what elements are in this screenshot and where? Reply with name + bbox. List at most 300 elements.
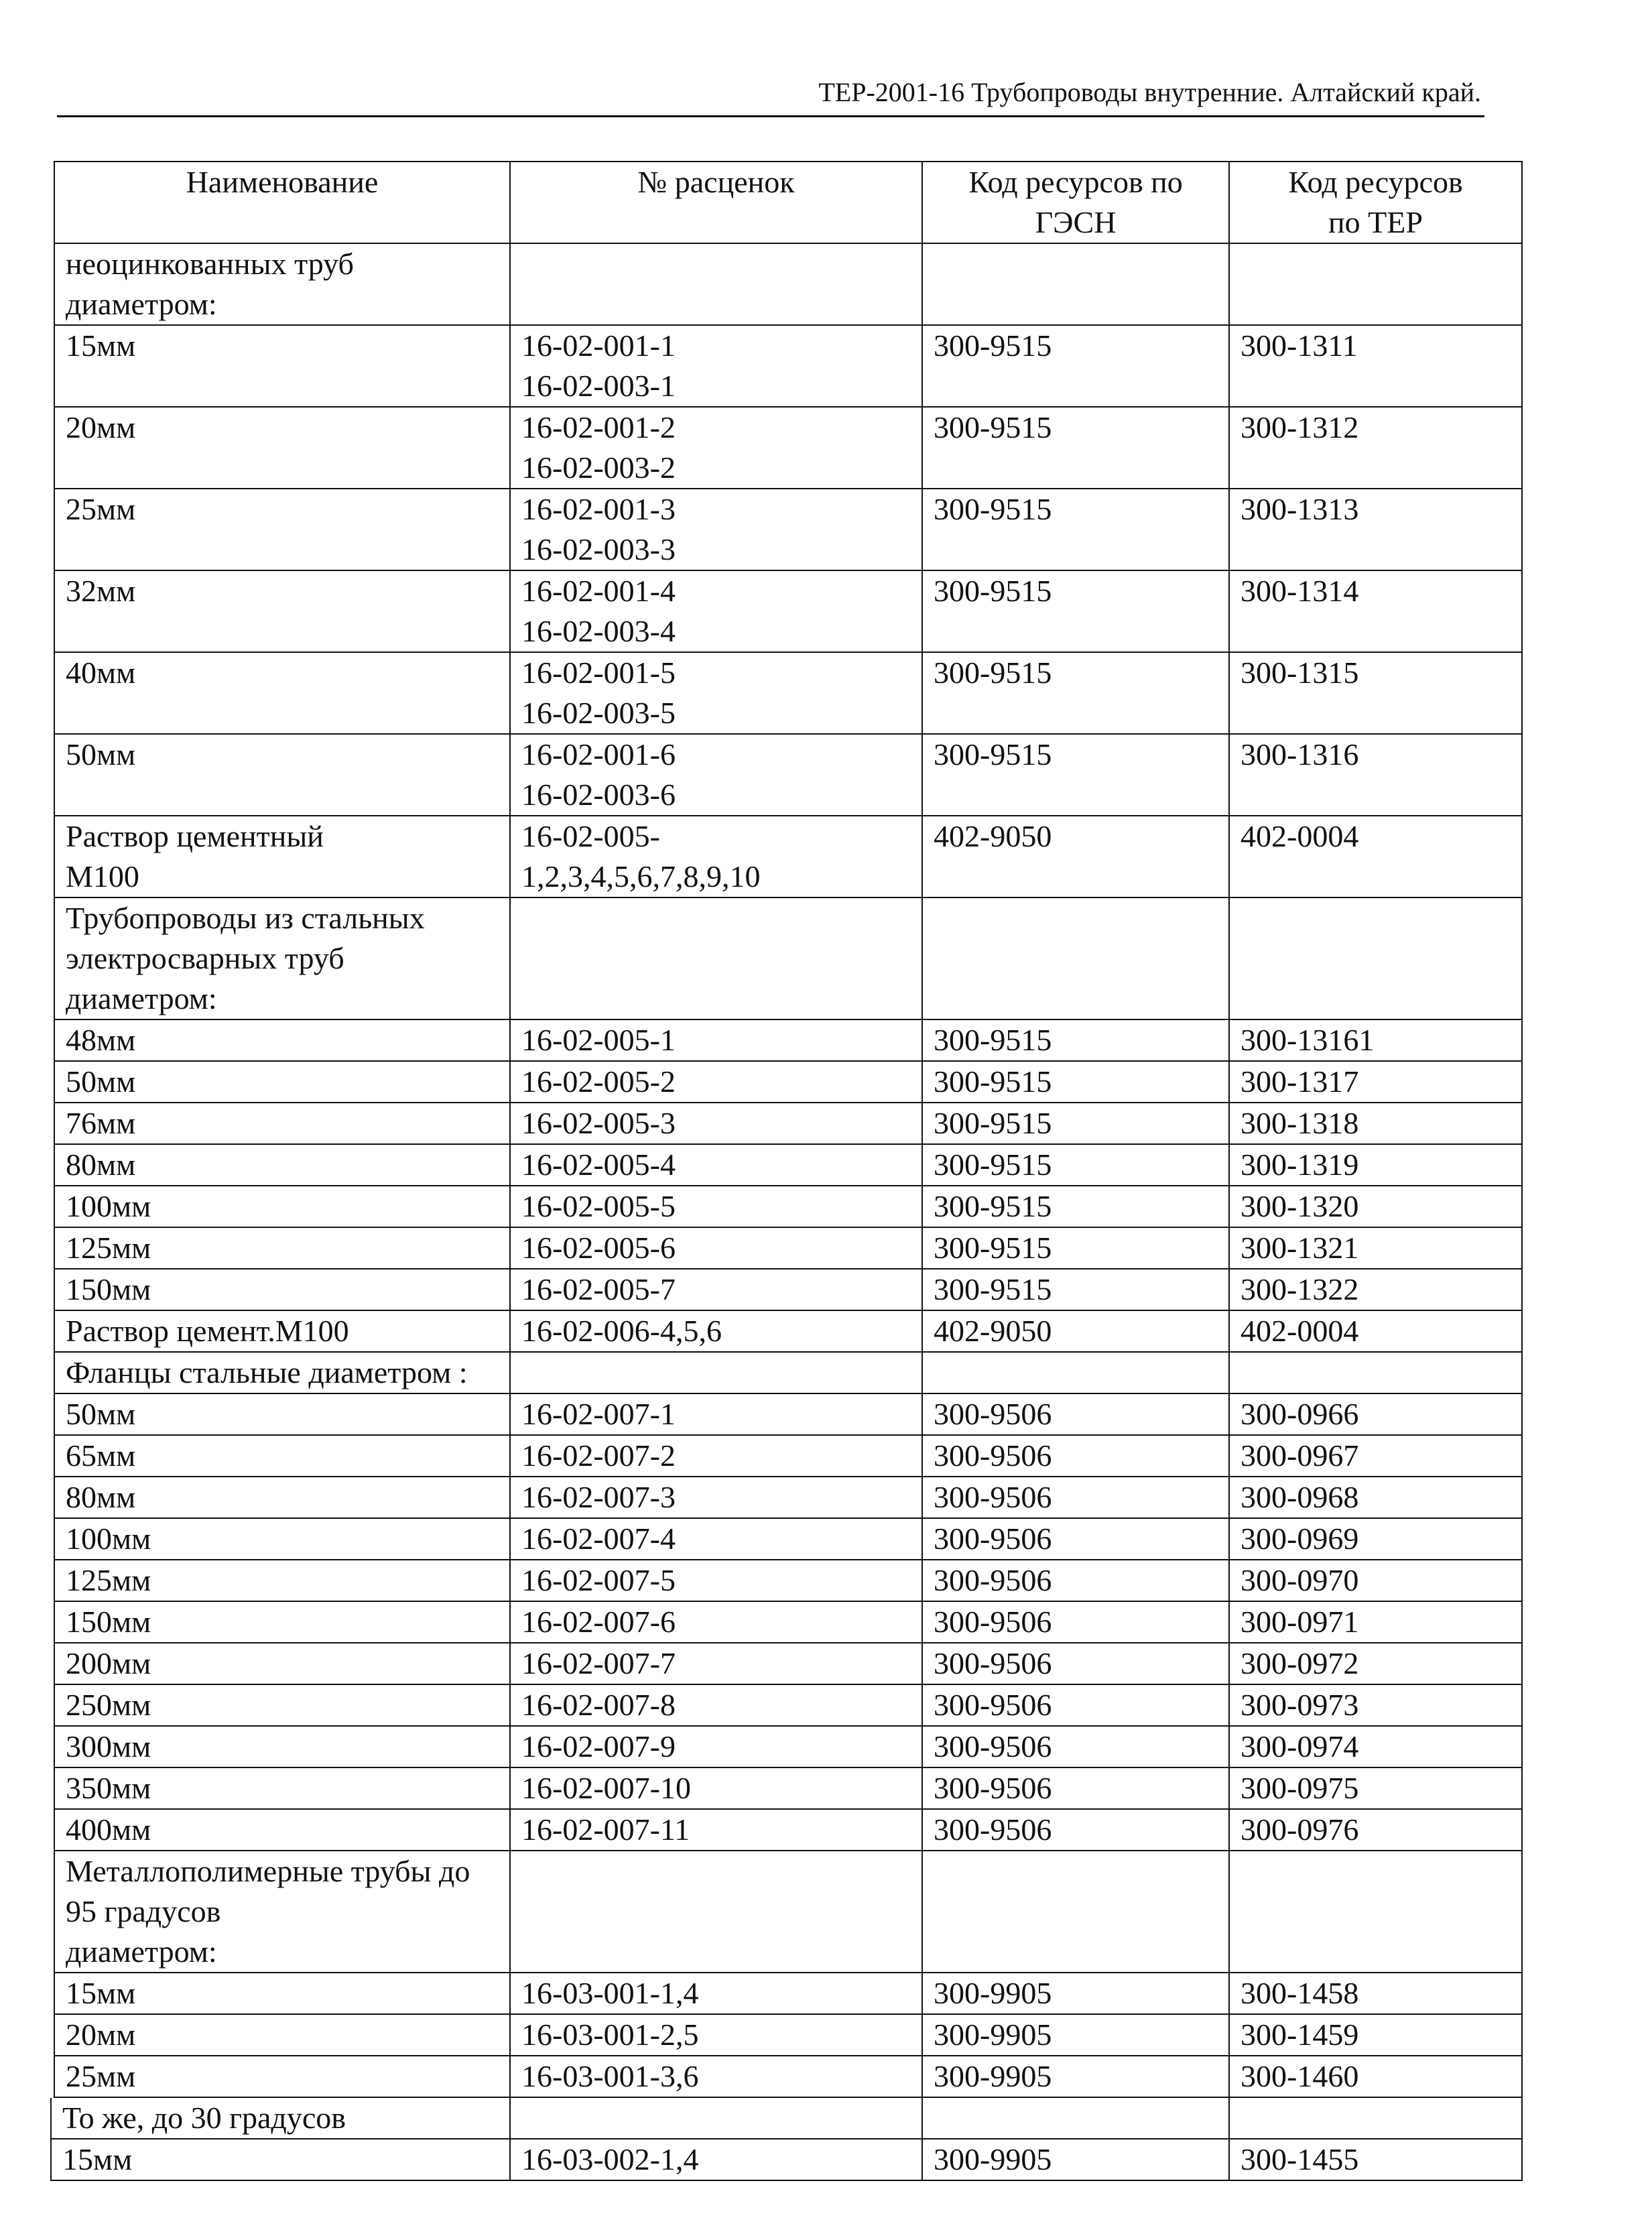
cell-text: 16-02-003-3 — [521, 532, 676, 566]
cell-text: 16-02-003-4 — [521, 614, 676, 648]
cell-text: 300-0973 — [1241, 1688, 1359, 1722]
table-row — [54, 1393, 1522, 1435]
cell-text: 150мм — [66, 1272, 151, 1306]
ter-code-cell — [1229, 1973, 1522, 2014]
rate-number-cell — [510, 1643, 922, 1684]
cell-text: 300-9506 — [934, 1563, 1052, 1597]
table-row — [54, 1726, 1522, 1767]
ter-code-cell — [1229, 489, 1522, 570]
cell-text: 300-9506 — [934, 1605, 1052, 1639]
cell-text: ГЭСН — [1035, 205, 1117, 239]
name-cell — [54, 897, 510, 1019]
cell-text: 16-02-007-8 — [521, 1688, 676, 1722]
cell-text: 300-9515 — [934, 1272, 1052, 1306]
name-cell — [54, 1767, 510, 1809]
rate-number-cell — [510, 1477, 922, 1518]
cell-text: 16-02-005-3 — [521, 1106, 676, 1140]
cell-text: 300мм — [66, 1729, 151, 1763]
rate-number-cell — [510, 816, 922, 897]
rate-number-cell — [510, 489, 922, 570]
cell-text: 300-9905 — [934, 1976, 1052, 2010]
cell-text: Раствор цементный — [66, 819, 324, 853]
cell-text: 16-02-007-10 — [521, 1771, 691, 1805]
cell-text: 300-1316 — [1241, 737, 1359, 771]
gesn-code-cell — [922, 243, 1229, 325]
gesn-code-cell — [922, 2056, 1229, 2097]
name-cell — [54, 489, 510, 570]
ter-code-cell — [1229, 1518, 1522, 1560]
cell-text: 16-02-007-1 — [521, 1397, 676, 1431]
cell-text: 65мм — [66, 1438, 136, 1473]
cell-text: 16-02-001-5 — [521, 656, 676, 690]
table-row — [54, 1269, 1522, 1310]
cell-text: 300-9515 — [934, 1231, 1052, 1265]
ter-code-cell — [1229, 1144, 1522, 1186]
table-row — [54, 1227, 1522, 1269]
cell-text: 32мм — [66, 574, 136, 608]
cell-text: 300-1314 — [1241, 574, 1359, 608]
cell-text: 15мм — [62, 2142, 133, 2176]
cell-text: 402-0004 — [1241, 1314, 1359, 1348]
cell-text: 300-1311 — [1241, 328, 1358, 363]
rate-number-cell — [510, 2139, 922, 2180]
rate-number-cell — [510, 1435, 922, 1477]
ter-code-cell — [1229, 1310, 1522, 1352]
ter-code-cell — [1229, 1809, 1522, 1851]
cell-text: 300-1319 — [1241, 1147, 1359, 1182]
table-row — [54, 1973, 1522, 2014]
gesn-code-cell — [922, 1310, 1229, 1352]
rate-number-cell — [510, 1227, 922, 1269]
cell-text: 300-9515 — [934, 737, 1052, 771]
gesn-code-cell — [922, 1019, 1229, 1061]
cell-text: 300-9515 — [934, 328, 1052, 363]
rate-number-cell — [510, 1061, 922, 1103]
cell-text: 402-0004 — [1241, 819, 1359, 853]
name-cell — [54, 816, 510, 897]
table-row — [54, 1352, 1522, 1393]
ter-code-cell — [1229, 2014, 1522, 2056]
cell-text: 16-02-003-2 — [521, 450, 676, 485]
resource-code-table — [54, 161, 1523, 2098]
gesn-code-cell — [922, 407, 1229, 489]
cell-text: 300-9515 — [934, 1064, 1052, 1099]
cell-text: 25мм — [66, 2059, 136, 2093]
cell-text: 20мм — [66, 410, 136, 444]
rate-number-cell — [510, 1560, 922, 1601]
rate-number-cell — [510, 1809, 922, 1851]
cell-text: 48мм — [66, 1023, 136, 1057]
cell-text: 350мм — [66, 1771, 151, 1805]
rate-number-cell — [510, 1144, 922, 1186]
name-cell — [54, 1310, 510, 1352]
gesn-code-cell — [922, 734, 1229, 816]
cell-text: 16-02-007-11 — [521, 1812, 690, 1847]
cell-text: 300-9905 — [934, 2017, 1052, 2052]
name-cell — [54, 2056, 510, 2097]
rate-number-cell — [510, 1310, 922, 1352]
table-row — [54, 652, 1522, 734]
cell-text: 20мм — [66, 2017, 136, 2052]
rate-number-cell — [510, 652, 922, 734]
cell-text: 16-02-007-5 — [521, 1563, 676, 1597]
column-header — [1229, 162, 1522, 243]
ter-code-cell — [1229, 1019, 1522, 1061]
ter-code-cell — [1229, 1601, 1522, 1643]
cell-text: 300-0974 — [1241, 1729, 1359, 1763]
gesn-code-cell — [922, 1061, 1229, 1103]
cell-text: 16-02-005-4 — [521, 1147, 676, 1182]
ter-code-cell — [1229, 243, 1522, 325]
gesn-code-cell — [922, 1726, 1229, 1767]
gesn-code-cell — [922, 2098, 1229, 2139]
cell-text: 300-1312 — [1241, 410, 1359, 444]
cell-text: 300-0968 — [1241, 1480, 1359, 1514]
ter-code-cell — [1229, 652, 1522, 734]
table-row — [54, 489, 1522, 570]
resource-code-table-continuation — [50, 2098, 1523, 2181]
ter-code-cell — [1229, 734, 1522, 816]
cell-text: 16-02-001-4 — [521, 574, 676, 608]
cell-text: 300-1322 — [1241, 1272, 1359, 1306]
cell-text: 300-9506 — [934, 1771, 1052, 1805]
name-cell — [54, 1560, 510, 1601]
cell-text: 300-9515 — [934, 1189, 1052, 1223]
table-row — [54, 2056, 1522, 2097]
ter-code-cell — [1229, 897, 1522, 1019]
cell-text: 300-9515 — [934, 656, 1052, 690]
ter-code-cell — [1229, 1269, 1522, 1310]
cell-text: 16-02-007-9 — [521, 1729, 676, 1763]
cell-text: 300-9506 — [934, 1688, 1052, 1722]
name-cell — [54, 1061, 510, 1103]
table-row — [54, 1643, 1522, 1684]
cell-text: 300-0976 — [1241, 1812, 1359, 1847]
cell-text: 400мм — [66, 1812, 151, 1847]
name-cell — [54, 1269, 510, 1310]
gesn-code-cell — [922, 325, 1229, 407]
gesn-code-cell — [922, 1144, 1229, 1186]
name-cell — [51, 2139, 510, 2180]
cell-text: электросварных труб — [66, 941, 344, 975]
gesn-code-cell — [922, 2139, 1229, 2180]
gesn-code-cell — [922, 1643, 1229, 1684]
column-header — [510, 162, 922, 243]
cell-text: 80мм — [66, 1147, 136, 1182]
rate-number-cell — [510, 1851, 922, 1973]
cell-text: 300-1460 — [1241, 2059, 1359, 2093]
rate-number-cell — [510, 1518, 922, 1560]
header-divider — [57, 115, 1484, 117]
table-row — [54, 1477, 1522, 1518]
cell-text: 300-9515 — [934, 574, 1052, 608]
table-row — [54, 570, 1522, 652]
cell-text: 16-03-001-3,6 — [521, 2059, 699, 2093]
rate-number-cell — [510, 897, 922, 1019]
ter-code-cell — [1229, 1103, 1522, 1144]
ter-code-cell — [1229, 2056, 1522, 2097]
gesn-code-cell — [922, 1103, 1229, 1144]
ter-code-cell — [1229, 1227, 1522, 1269]
table-row — [54, 1560, 1522, 1601]
cell-text: 200мм — [66, 1646, 151, 1680]
cell-text: 16-02-001-3 — [521, 492, 676, 526]
table-row — [54, 734, 1522, 816]
cell-text: 16-02-007-7 — [521, 1646, 676, 1680]
cell-text: 250мм — [66, 1688, 151, 1722]
name-cell — [54, 1144, 510, 1186]
rate-number-cell — [510, 734, 922, 816]
table-row — [54, 407, 1522, 489]
name-cell — [54, 734, 510, 816]
name-cell — [54, 570, 510, 652]
cell-text: 125мм — [66, 1563, 151, 1597]
cell-text: 300-1459 — [1241, 2017, 1359, 2052]
rate-number-cell — [510, 1393, 922, 1435]
gesn-code-cell — [922, 1973, 1229, 2014]
page-header-title: ТЕР-2001-16 Трубопроводы внутренние. Алтайский край. — [818, 77, 1481, 107]
cell-text: 16-02-001-1 — [521, 328, 676, 363]
cell-text: 300-9515 — [934, 410, 1052, 444]
cell-text: 300-1313 — [1241, 492, 1359, 526]
cell-text: 16-02-003-5 — [521, 696, 676, 730]
ter-code-cell — [1229, 1851, 1522, 1973]
gesn-code-cell — [922, 1477, 1229, 1518]
cell-text: Код ресурсов — [1288, 165, 1463, 199]
cell-text: 15мм — [66, 1976, 136, 2010]
column-header — [922, 162, 1229, 243]
gesn-code-cell — [922, 1560, 1229, 1601]
rate-number-cell — [510, 1352, 922, 1393]
cell-text: 100мм — [66, 1189, 151, 1223]
cell-text: 300-1458 — [1241, 1976, 1359, 2010]
table-row — [54, 1601, 1522, 1643]
gesn-code-cell — [922, 1518, 1229, 1560]
cell-text: 300-9506 — [934, 1397, 1052, 1431]
gesn-code-cell — [922, 1393, 1229, 1435]
cell-text: диаметром: — [66, 981, 217, 1015]
table-row — [54, 1103, 1522, 1144]
gesn-code-cell — [922, 1601, 1229, 1643]
ter-code-cell — [1229, 570, 1522, 652]
rate-number-cell — [510, 407, 922, 489]
cell-text: 16-02-007-6 — [521, 1605, 676, 1639]
rate-number-cell — [510, 1186, 922, 1227]
cell-text: 300-9506 — [934, 1729, 1052, 1763]
cell-text: 50мм — [66, 1064, 136, 1099]
ter-code-cell — [1229, 1435, 1522, 1477]
cell-text: 402-9050 — [934, 819, 1052, 853]
table-row — [54, 1684, 1522, 1726]
cell-text: 150мм — [66, 1605, 151, 1639]
cell-text: 16-02-005-6 — [521, 1231, 676, 1265]
gesn-code-cell — [922, 2014, 1229, 2056]
rate-number-cell — [510, 325, 922, 407]
gesn-code-cell — [922, 1227, 1229, 1269]
ter-code-cell — [1229, 1643, 1522, 1684]
cell-text: 16-02-007-3 — [521, 1480, 676, 1514]
cell-text: Код ресурсов по — [968, 165, 1183, 199]
cell-text: диаметром: — [66, 1934, 217, 1969]
cell-text: 300-0971 — [1241, 1605, 1359, 1639]
cell-text: 300-0969 — [1241, 1521, 1359, 1556]
cell-text: 16-03-002-1,4 — [521, 2142, 699, 2176]
cell-text: 300-0966 — [1241, 1397, 1359, 1431]
cell-text: 16-03-001-1,4 — [521, 1976, 699, 2010]
cell-text: 16-02-003-6 — [521, 778, 676, 812]
rate-number-cell — [510, 1269, 922, 1310]
cell-text: 16-02-001-2 — [521, 410, 676, 444]
cell-text: 16-02-003-1 — [521, 369, 676, 403]
ter-code-cell — [1229, 1352, 1522, 1393]
cell-text: 25мм — [66, 492, 136, 526]
table-row — [54, 243, 1522, 325]
name-cell — [54, 1851, 510, 1973]
table-row — [54, 816, 1522, 897]
rate-number-cell — [510, 1767, 922, 1809]
gesn-code-cell — [922, 1684, 1229, 1726]
cell-text: неоцинкованных труб — [66, 247, 354, 281]
cell-text: 300-1315 — [1241, 656, 1359, 690]
gesn-code-cell — [922, 1435, 1229, 1477]
cell-text: 80мм — [66, 1480, 136, 1514]
cell-text: 16-02-005-2 — [521, 1064, 676, 1099]
cell-text: 16-02-006-4,5,6 — [521, 1314, 722, 1348]
name-cell — [54, 1227, 510, 1269]
column-header — [54, 162, 510, 243]
rate-number-cell — [510, 243, 922, 325]
cell-text: 16-02-007-2 — [521, 1438, 676, 1473]
cell-text: 16-02-005-7 — [521, 1272, 676, 1306]
name-cell — [51, 2098, 510, 2139]
ter-code-cell — [1229, 2098, 1522, 2139]
table-row — [54, 1310, 1522, 1352]
gesn-code-cell — [922, 816, 1229, 897]
ter-code-cell — [1229, 1767, 1522, 1809]
cell-text: 76мм — [66, 1106, 136, 1140]
cell-text: 300-0972 — [1241, 1646, 1359, 1680]
cell-text: 300-9905 — [934, 2059, 1052, 2093]
cell-text: 50мм — [66, 737, 136, 771]
cell-text: 300-0967 — [1241, 1438, 1359, 1473]
cell-text: 125мм — [66, 1231, 151, 1265]
table-row — [51, 2098, 1522, 2139]
cell-text: 95 градусов — [66, 1894, 221, 1928]
table-row — [54, 1186, 1522, 1227]
cell-text: 16-02-005-5 — [521, 1189, 676, 1223]
table-row — [54, 1767, 1522, 1809]
cell-text: 300-0975 — [1241, 1771, 1359, 1805]
ter-code-cell — [1229, 1186, 1522, 1227]
ter-code-cell — [1229, 407, 1522, 489]
cell-text: 300-9506 — [934, 1438, 1052, 1473]
ter-code-cell — [1229, 325, 1522, 407]
rate-number-cell — [510, 570, 922, 652]
cell-text: 300-1317 — [1241, 1064, 1359, 1099]
cell-text: 100мм — [66, 1521, 151, 1556]
cell-text: 300-9506 — [934, 1521, 1052, 1556]
table-row — [54, 1435, 1522, 1477]
name-cell — [54, 1643, 510, 1684]
ter-code-cell — [1229, 1393, 1522, 1435]
name-cell — [54, 1103, 510, 1144]
gesn-code-cell — [922, 570, 1229, 652]
cell-text: 15мм — [66, 328, 136, 363]
cell-text: 16-02-005-1 — [521, 1023, 676, 1057]
table-row — [54, 1851, 1522, 1973]
cell-text: 300-9506 — [934, 1812, 1052, 1847]
gesn-code-cell — [922, 897, 1229, 1019]
name-cell — [54, 1809, 510, 1851]
name-cell — [54, 1726, 510, 1767]
table-row — [54, 1144, 1522, 1186]
cell-text: 300-1318 — [1241, 1106, 1359, 1140]
rate-number-cell — [510, 1019, 922, 1061]
cell-text: Фланцы стальные диаметром : — [66, 1355, 468, 1389]
cell-text: 40мм — [66, 656, 136, 690]
ter-code-cell — [1229, 1726, 1522, 1767]
cell-text: Металлополимерные трубы до — [66, 1854, 470, 1888]
cell-text: 16-02-001-6 — [521, 737, 676, 771]
name-cell — [54, 1973, 510, 2014]
cell-text: диаметром: — [66, 287, 217, 321]
gesn-code-cell — [922, 489, 1229, 570]
cell-text: То же, до 30 градусов — [62, 2101, 346, 2135]
cell-text: 300-9506 — [934, 1480, 1052, 1514]
cell-text: 300-9515 — [934, 1147, 1052, 1182]
name-cell — [54, 2014, 510, 2056]
rate-number-cell — [510, 2098, 922, 2139]
name-cell — [54, 1684, 510, 1726]
name-cell — [54, 652, 510, 734]
rate-number-cell — [510, 1726, 922, 1767]
rate-number-cell — [510, 1103, 922, 1144]
cell-text: 402-9050 — [934, 1314, 1052, 1348]
table-row — [54, 2014, 1522, 2056]
cell-text: 300-9515 — [934, 1023, 1052, 1057]
rate-number-cell — [510, 2056, 922, 2097]
cell-text: Раствор цемент.М100 — [66, 1314, 349, 1348]
cell-text: 300-9506 — [934, 1646, 1052, 1680]
gesn-code-cell — [922, 652, 1229, 734]
cell-text: по ТЕР — [1328, 205, 1423, 239]
gesn-code-cell — [922, 1186, 1229, 1227]
name-cell — [54, 1352, 510, 1393]
table-row — [54, 1809, 1522, 1851]
rate-number-cell — [510, 1973, 922, 2014]
name-cell — [54, 1435, 510, 1477]
table-row — [54, 1518, 1522, 1560]
cell-text: 16-02-005- — [521, 819, 660, 853]
table-row — [54, 897, 1522, 1019]
cell-text: № расценок — [637, 165, 795, 199]
name-cell — [54, 407, 510, 489]
gesn-code-cell — [922, 1269, 1229, 1310]
cell-text: Трубопроводы из стальных — [66, 901, 425, 935]
gesn-code-cell — [922, 1809, 1229, 1851]
cell-text: 300-9905 — [934, 2142, 1052, 2176]
gesn-code-cell — [922, 1352, 1229, 1393]
name-cell — [54, 243, 510, 325]
ter-code-cell — [1229, 2139, 1522, 2180]
cell-text: 16-03-001-2,5 — [521, 2017, 699, 2052]
name-cell — [54, 1601, 510, 1643]
gesn-code-cell — [922, 1767, 1229, 1809]
cell-text: 300-9515 — [934, 1106, 1052, 1140]
ter-code-cell — [1229, 1477, 1522, 1518]
name-cell — [54, 1477, 510, 1518]
name-cell — [54, 1393, 510, 1435]
